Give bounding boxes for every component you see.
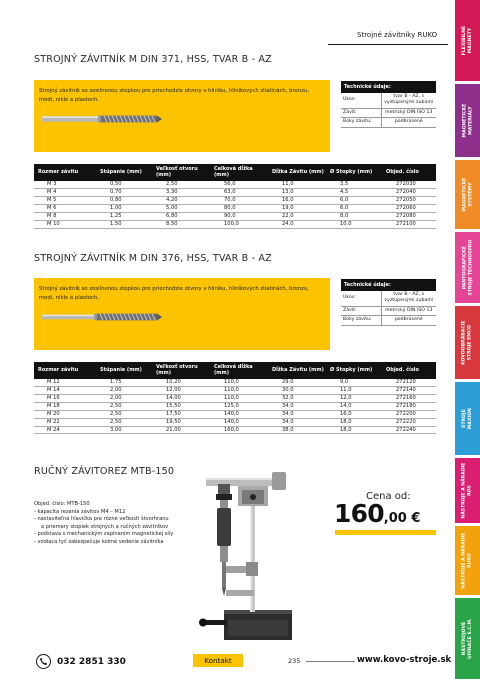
table-cell: 11,0 [326,386,382,394]
table-cell: 10,20 [152,379,210,386]
table-cell: 30,0 [268,386,326,394]
table-cell: 272060 [382,204,436,212]
table-cell: 17,50 [152,410,210,418]
column-header: Dĺžka Závitu (mm) [268,362,326,379]
table-row [34,402,436,410]
table-cell: 13,0 [268,188,326,196]
table-cell: 140,0 [210,410,268,418]
table-cell: 90,0 [210,212,268,220]
table-cell: 272120 [382,379,436,386]
table-cell: M 16 [34,394,96,402]
table-cell: 2,00 [96,394,152,402]
tech-key: Úkos: [341,93,381,108]
product-description: Strojný závitník so zosilnenou stopkou pre priechodzie otvory v hliníku, hliníkových zliatinách, bronzu, medi, nikle a plastoch. [39,286,309,301]
side-tab[interactable] [455,306,480,379]
table-cell: 1,50 [96,220,152,228]
table-cell: 110,0 [210,379,268,386]
column-header: Celková dĺžka (mm) [210,362,268,379]
tech-row [341,291,436,306]
table-row [34,181,436,188]
table-cell: M 3 [34,181,96,188]
column-header: Rozmer závitu [34,164,96,181]
column-header: Veľkosť otvoru (mm) [152,164,210,181]
table-cell: 272180 [382,402,436,410]
table-cell: 63,0 [210,188,268,196]
technical-data-heading: Technické údaje: [341,279,436,291]
header-divider [328,44,448,45]
technical-data-heading: Technické údaje: [341,81,436,93]
table-cell: 3,5 [326,181,382,188]
table-cell: 10,0 [326,220,382,228]
product-title-mtb150: RUČNÝ ZÁVITOREZ MTB-150 [34,466,175,477]
table-cell: 3,00 [96,426,152,434]
table-cell: 100,0 [210,220,268,228]
table-cell: 2,50 [96,418,152,426]
table-cell: 272240 [382,426,436,434]
side-tab[interactable] [455,526,480,595]
table-cell: 38,0 [268,426,326,434]
spec-header-row [34,164,436,181]
feature-item: - vodiaca tyč zabezpečuje kolmé vedenie závitníka [34,538,164,545]
table-row [34,196,436,204]
table-row [34,386,436,394]
table-row [34,220,436,228]
side-tab-label: FLEXIBILNÉ MAGNETY [461,25,473,56]
table-cell: 16,0 [326,410,382,418]
column-header: Rozmer závitu [34,362,96,379]
table-cell: 2,50 [152,181,210,188]
category-heading: Strojné závitníky RUKO [357,31,438,39]
table-cell: 1,25 [96,212,152,220]
order-number: Objed. číslo: MTB-150 [34,501,90,507]
table-cell: 272030 [382,181,436,188]
product-title-din376: STROJNÝ ZÁVITNÍK M DIN 376, HSS, TVAR B - AZ [34,253,272,264]
side-tab[interactable] [455,84,480,157]
tech-row [341,118,436,127]
table-row [34,379,436,386]
table-cell: 29,0 [268,379,326,386]
price-value [334,499,420,528]
table-cell: 272220 [382,418,436,426]
feature-item: - nastaviteľná hlavička pre rôzne veľkosti štvorhranu [34,516,169,523]
technical-data-din371 [341,81,436,128]
table-cell: 34,0 [268,402,326,410]
table-cell: 1,75 [96,379,152,386]
side-tab[interactable] [455,598,480,679]
column-header: Objed. číslo [382,164,436,181]
product-features [34,501,204,547]
table-cell: 2,50 [96,410,152,418]
table-cell: 160,0 [210,426,268,434]
table-cell: 272200 [382,410,436,418]
table-cell: 15,50 [152,402,210,410]
tech-row [341,306,436,315]
tech-value: tvar B - AZ, s vyztúpenými zubami [381,291,436,306]
table-cell: 5,00 [152,204,210,212]
table-cell: 24,0 [268,220,326,228]
column-header: Stúpanie (mm) [96,164,152,181]
side-tab[interactable] [455,0,480,81]
tech-key: Závit: [341,108,381,117]
website-link[interactable]: www.kovo-stroje.sk [357,655,452,665]
price-whole: 160 [334,499,384,528]
table-cell: M 22 [34,418,96,426]
table-cell: 0,70 [96,188,152,196]
table-cell: 272160 [382,394,436,402]
table-cell: 4,20 [152,196,210,204]
tech-value: tvar B - AZ, s vyztúpenými zubami [381,93,436,108]
contact-button[interactable]: Kontakt [193,654,243,667]
table-cell: M 12 [34,379,96,386]
table-cell: 18,0 [326,426,382,434]
table-cell: M 14 [34,386,96,394]
column-header: Ø Stopky (mm) [326,164,382,181]
table-cell: M 8 [34,212,96,220]
footer-divider [306,661,355,662]
table-cell: 272040 [382,188,436,196]
phone-contact[interactable] [36,654,126,669]
table-cell: 0,80 [96,196,152,204]
table-cell: 140,0 [210,418,268,426]
table-cell: 2,00 [96,386,152,394]
table-cell: 21,00 [152,426,210,434]
column-header: Objed. číslo [382,362,436,379]
table-cell: 272050 [382,196,436,204]
table-cell: M 24 [34,426,96,434]
feature-item: - podstava s mechanickým zapínaním magnetickej sily [34,531,174,538]
column-header: Dĺžka Závitu (mm) [268,164,326,181]
table-row [34,418,436,426]
tech-value: metrický DIN ISO 13 [381,306,436,315]
side-tab-label: KOVOOBRÁBACIE STROJE EMCO [461,320,473,365]
spec-table-din371 [34,164,436,229]
spec-header-row [34,362,436,379]
table-cell: 19,50 [152,418,210,426]
tech-row [341,108,436,117]
table-cell: 6,80 [152,212,210,220]
table-cell: 272080 [382,212,436,220]
column-header: Celková dĺžka (mm) [210,164,268,181]
table-cell: 110,0 [210,394,268,402]
side-tab-label: MAGNETICKÉ MATERIÁLY [461,103,473,138]
table-cell: 11,0 [268,181,326,188]
table-row [34,426,436,434]
tap-image [42,311,162,323]
feature-item: a priemery stopiek strojných a ručných závitníkov [41,523,169,530]
table-cell: 1,00 [96,204,152,212]
table-cell: 3,30 [152,188,210,196]
table-cell: 56,0 [210,181,268,188]
table-cell: 12,00 [152,386,210,394]
table-cell: 18,0 [326,418,382,426]
tap-image [42,113,162,125]
side-tab-label: PANTOGRAFICKÉ STROJE TECHNOSPRO [461,239,473,296]
table-row [34,394,436,402]
table-cell: 8,0 [326,212,382,220]
product-title-din371: STROJNÝ ZÁVITNÍK M DIN 371, HSS, TVAR B - AZ [34,54,272,65]
table-cell: 6,0 [326,204,382,212]
phone-number: 032 2851 330 [57,656,126,667]
table-cell: M 18 [34,402,96,410]
column-header: Stúpanie (mm) [96,362,152,379]
technical-data-din376 [341,279,436,326]
category-side-tabs [455,0,480,679]
table-cell: 12,0 [326,394,382,402]
table-cell: 2,50 [96,402,152,410]
tech-row [341,93,436,108]
table-cell: 19,0 [268,204,326,212]
technical-data-table [341,291,436,326]
table-row [34,204,436,212]
table-cell: 14,0 [326,402,382,410]
column-header: Ø Stopky (mm) [326,362,382,379]
tech-row [341,316,436,325]
table-cell: 70,0 [210,196,268,204]
side-tab-label: STROJE MAXION [461,407,473,430]
table-cell: M 20 [34,410,96,418]
table-cell: M 6 [34,204,96,212]
table-cell: 9,0 [326,379,382,386]
side-tab[interactable] [455,160,480,229]
page-number: 235 [288,657,301,665]
spec-table-din376 [34,362,436,434]
product-description: Strojný závitník so zosilnenou stopkou pre priechodzie otvory v hliníku, hliníkových zliatinách, bronzu, medi, nikle a plastoch. [39,88,309,103]
tech-key: Boky závitu: [341,316,381,325]
table-cell: M 4 [34,188,96,196]
table-cell: 80,0 [210,204,268,212]
tapping-device-image [196,470,308,646]
column-header: Veľkosť otvoru (mm) [152,362,210,379]
table-cell: 6,0 [326,196,382,204]
table-cell: 8,50 [152,220,210,228]
side-tab-label: NÁSTROJE A NÁRADIE RUKO [461,532,473,589]
tech-value: podbrúsené [381,316,436,325]
table-cell: 4,5 [326,188,382,196]
tech-value: podbrúsené [381,118,436,127]
table-cell: 125,0 [210,402,268,410]
product-feature-box-din371 [34,80,330,152]
technical-data-table [341,93,436,128]
table-cell: 32,0 [268,394,326,402]
table-cell: 34,0 [268,410,326,418]
price-highlight [335,530,436,535]
tech-value: metrický DIN ISO 13 [381,108,436,117]
table-cell: 34,0 [268,418,326,426]
table-cell: M 10 [34,220,96,228]
side-tab-label: MAGNETICKÉ SYSTÉMY [461,177,473,212]
tech-key: Boky závitu: [341,118,381,127]
table-cell: 22,0 [268,212,326,220]
feature-item: - kapacita rezania závitov M4 – M12 [34,508,126,515]
table-row [34,188,436,196]
side-tab[interactable] [455,458,480,523]
table-cell: 14,00 [152,394,210,402]
side-tab[interactable] [455,382,480,455]
table-cell: 0,50 [96,181,152,188]
table-cell: 272140 [382,386,436,394]
phone-icon [36,654,51,669]
table-cell: 110,0 [210,386,268,394]
side-tab[interactable] [455,232,480,303]
side-tab-label: NÁSTROJOVÉ UPÍNAČE S.C.M. [461,618,473,659]
product-feature-box-din376 [34,278,330,350]
table-cell: 272100 [382,220,436,228]
table-cell: 16,0 [268,196,326,204]
side-tab-label: NÁSTROJE A NÁRADIE RDS [461,462,473,519]
table-row [34,410,436,418]
table-row [34,212,436,220]
table-cell: M 5 [34,196,96,204]
price-label: Cena od: [366,491,411,502]
tech-key: Závit: [341,306,381,315]
price-fraction: ,00 € [383,511,421,526]
tech-key: Úkos: [341,291,381,306]
